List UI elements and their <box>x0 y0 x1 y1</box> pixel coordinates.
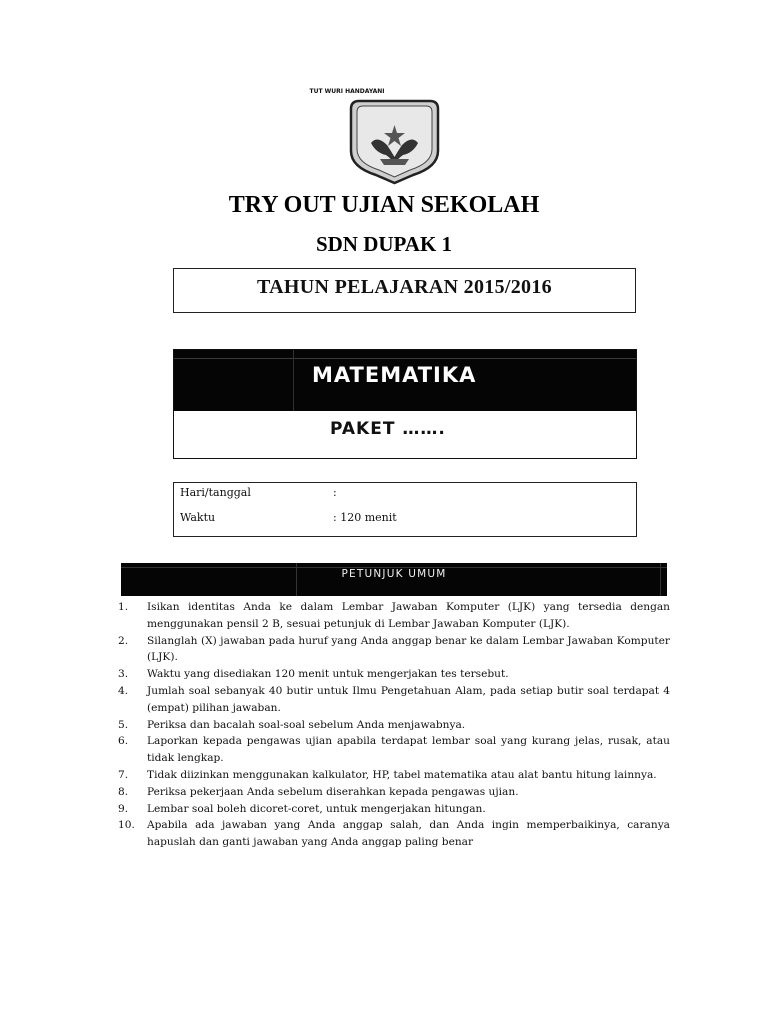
instruction-text: Silanglah (X) jawaban pada huruf yang Anda anggap benar ke dalam Lembar Jawaban Komputer (LJK). <box>147 634 670 664</box>
instruction-text: Lembar soal boleh dicoret-coret, untuk mengerjakan hitungan. <box>147 802 486 815</box>
instruction-number: 6. <box>118 735 129 748</box>
instruction-text: Periksa dan bacalah soal-soal sebelum Anda menjawabnya. <box>147 718 466 731</box>
instruction-text: Tidak diizinkan menggunakan kalkulator, HP, tabel matematika atau alat bantu hitung lainnya. <box>147 768 657 781</box>
instruction-item <box>118 717 670 734</box>
document-title: TRY OUT UJIAN SEKOLAH <box>228 192 540 218</box>
instructions-header <box>121 563 667 596</box>
info-label: Hari/tanggal <box>180 486 251 499</box>
instruction-number: 7. <box>118 768 129 781</box>
instruction-item <box>118 733 670 767</box>
school-name: SDN DUPAK 1 <box>315 232 453 256</box>
instruction-item <box>118 599 670 633</box>
banner-line <box>293 350 294 411</box>
instruction-text: Periksa pekerjaan Anda sebelum diserahkan kepada pengawas ujian. <box>147 785 519 798</box>
instruction-item <box>118 633 670 667</box>
instruction-text: Waktu yang disediakan 120 menit untuk mengerjakan tes tersebut. <box>147 668 509 681</box>
subject-name: MATEMATIKA <box>312 363 477 387</box>
banner-line <box>121 567 667 568</box>
instruction-number: 9. <box>118 802 129 815</box>
instructions-title: PETUNJUK UMUM <box>341 568 447 580</box>
banner-line <box>296 563 297 596</box>
info-value: : <box>333 486 337 499</box>
paket-label: PAKET ……. <box>330 419 446 439</box>
instruction-item <box>118 817 670 851</box>
info-value: : 120 menit <box>333 511 397 524</box>
instruction-item <box>118 683 670 717</box>
academic-year-box: TAHUN PELAJARAN 2015/2016 <box>173 268 636 313</box>
instruction-text: Jumlah soal sebanyak 40 butir untuk Ilmu Pengetahuan Alam, pada setiap butir soal terdapat 4 (empat) pilihan jawaban. <box>147 684 670 714</box>
instruction-number: 4. <box>118 684 129 697</box>
instruction-text: Laporkan kepada pengawas ujian apabila terdapat lembar soal yang kurang jelas, rusak, atau tidak lengkap. <box>147 735 670 765</box>
instruction-item <box>118 801 670 818</box>
instruction-number: 1. <box>118 601 129 613</box>
instruction-number: 3. <box>118 668 129 681</box>
banner-line <box>174 358 636 359</box>
emblem-motto: TUT WURI HANDAYANI <box>309 88 385 95</box>
instruction-number: 10. <box>118 819 135 832</box>
instructions-list <box>118 599 670 851</box>
instruction-text: Apabila ada jawaban yang Anda anggap salah, dan Anda ingin memperbaikinya, caranya hapuslah dan ganti jawaban yang Anda anggap paling benar <box>147 819 670 849</box>
instruction-item <box>118 767 670 784</box>
instruction-text: Isikan identitas Anda ke dalam Lembar Jawaban Komputer (LJK) yang tersedia dengan menggunakan pensil 2 B, sesuai petunjuk di Lembar Jawaban Komputer (LJK). <box>147 601 670 630</box>
banner-line <box>660 563 661 596</box>
exam-info-box <box>173 482 637 537</box>
subject-block <box>173 349 637 459</box>
instruction-number: 8. <box>118 785 129 798</box>
instruction-number: 2. <box>118 634 129 647</box>
subject-banner <box>174 350 636 411</box>
instruction-item <box>118 666 670 683</box>
instruction-item <box>118 784 670 801</box>
instruction-number: 5. <box>118 718 129 731</box>
info-label: Waktu <box>180 511 216 524</box>
tut-wuri-handayani-emblem <box>309 88 442 185</box>
